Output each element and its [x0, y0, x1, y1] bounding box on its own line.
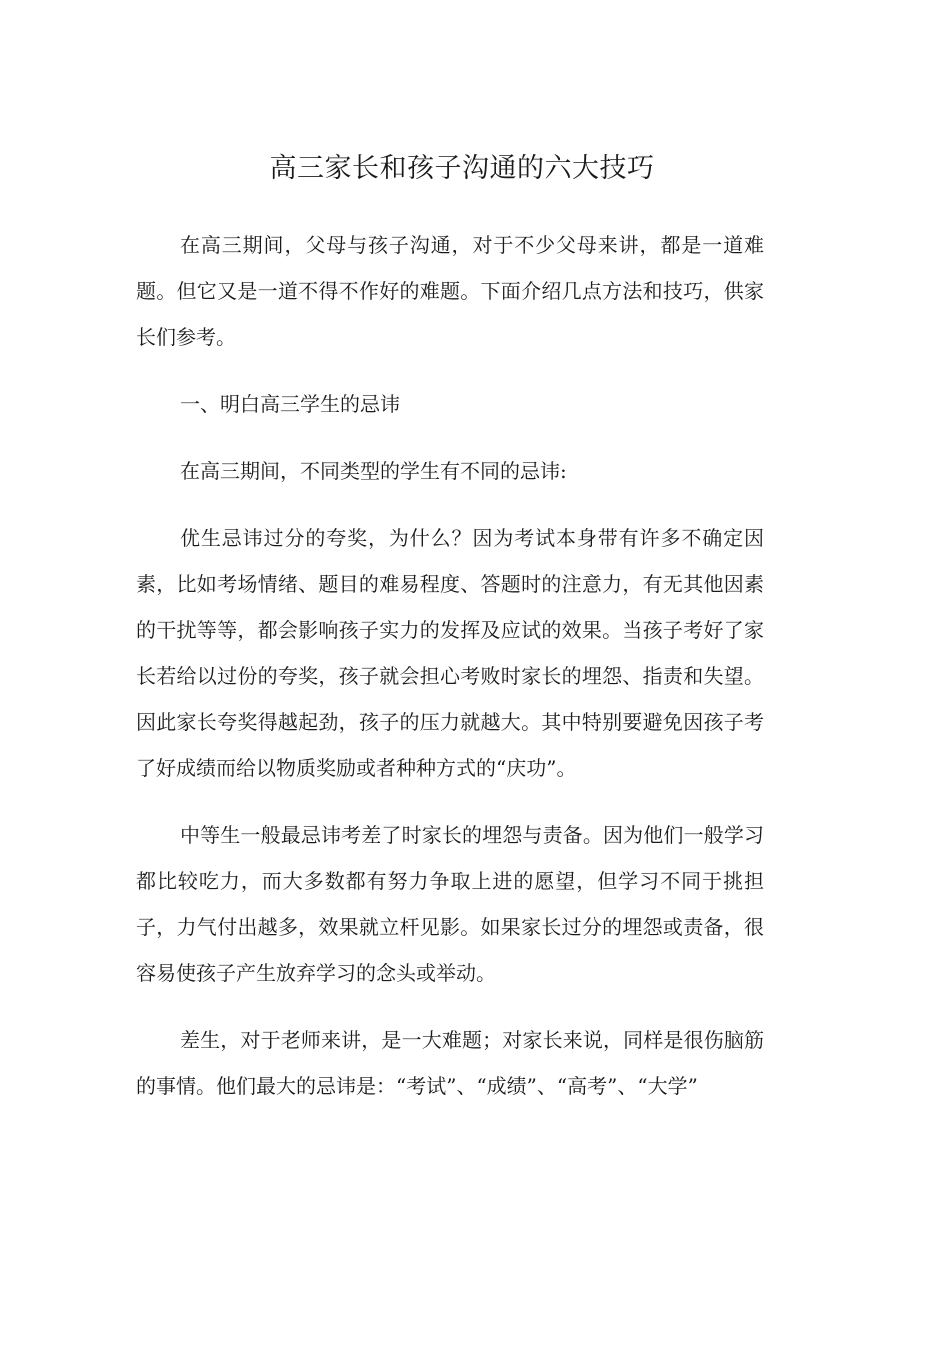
average-students-paragraph: 中等生一般最忌讳考差了时家长的埋怨与责备。因为他们一般学习都比较吃力，而大多数都有努力争取上进的愿望，但学习不同于挑担子，力气付出越多，效果就立杆见影。如果家长过分的埋怨或责备，很容易使孩子产生放弃学习的念头或举动。 — [136, 823, 764, 985]
document-body — [136, 222, 764, 1130]
section-heading: 一、明白高三学生的忌讳 — [180, 392, 400, 416]
intro-paragraph: 在高三期间，父母与孩子沟通，对于不少父母来讲，都是一道难题。但它又是一道不得不作好的难题。下面介绍几点方法和技巧，供家长们参考。 — [136, 233, 764, 349]
top-students-paragraph: 优生忌讳过分的夸奖，为什么？因为考试本身带有许多不确定因素，比如考场情绪、题目的难易程度、答题时的注意力，有无其他因素的干扰等等，都会影响孩子实力的发挥及应试的效果。当孩子考好了家长若给以过份的夸奖，孩子就会担心考败时家长的埋怨、指责和失望。因此家长夸奖得越起劲，孩子的压力就越大。其中特别要避免因孩子考了好成绩而给以物质奖励或者种种方式的“庆功”。 — [136, 526, 764, 780]
section-intro-paragraph: 在高三期间，不同类型的学生有不同的忌讳: — [180, 459, 567, 483]
weak-students-paragraph: 差生，对于老师来讲，是一大难题；对家长来说，同样是很伤脑筋的事情。他们最大的忌讳是：“考试”、“成绩”、“高考”、“大学” — [136, 1028, 764, 1098]
page-title: 高三家长和孩子沟通的六大技巧 — [269, 153, 655, 184]
